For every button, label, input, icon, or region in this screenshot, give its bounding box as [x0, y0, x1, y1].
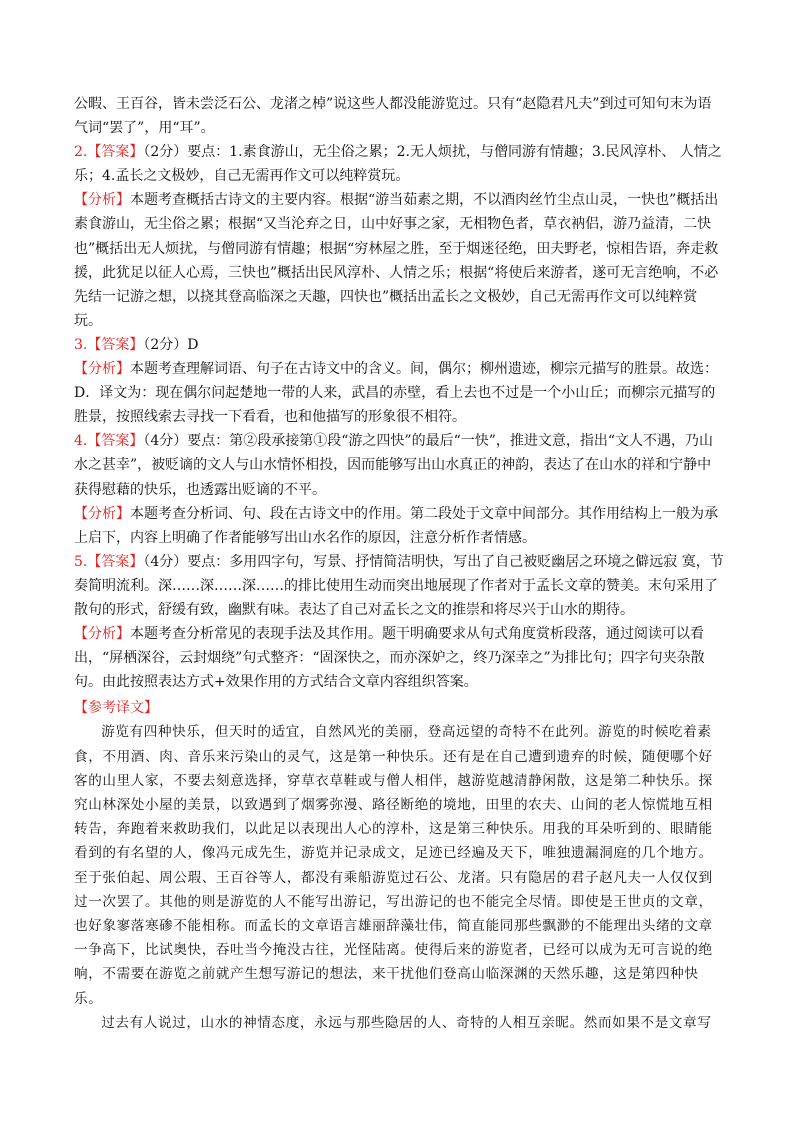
question-number: 2. — [74, 144, 88, 161]
question-number: 4. — [74, 433, 88, 450]
analysis-tag: 【分析】 — [74, 361, 130, 378]
answer-tag: 【答案】 — [87, 553, 144, 570]
paragraph-1 — [74, 92, 724, 140]
analysis-tag: 【分析】 — [74, 192, 130, 209]
analysis-text: 本题考查概括古诗文的主要内容。根据“游当茹素之期，不以酒肉丝竹尘点山灵，一快也”概括出素食游山，无尘俗之累；根据“又当沦弃之日，山中好事之家，无相物色者，草衣衲侣，游乃益清，二快也”概括出无人烦扰，与僧同游有情趣；根据“穷林屋之胜，至于烟迷径绝，田夫野老，惊相告语，奔走救援，此犹足以征人心焉，三快也”概括出民风淳朴、人情之乐；根据“将使后来游者，遂可无言绝响，不必先结一记游之想，以挠其登高临深之天趣，四快也”概括出孟长之文极妙，自己无需再作文可以纯粹赏玩。 — [74, 192, 719, 329]
analysis-text: 本题考查理解词语、句子在古诗文中的含义。间，偶尔；柳州遗迹，柳宗元描写的胜景。故选：D．译文为：现在偶尔问起楚地一带的人来，武昌的赤壁，看上去也不过是一个小山丘；而柳宗元描写的胜景，按照线索去寻找一下看看，也和他描写的形象很不相符。 — [74, 361, 718, 426]
answer-text: （2分）D — [143, 336, 199, 353]
answer-analysis-section — [74, 92, 724, 1035]
translation-heading — [74, 696, 724, 720]
translation-tag: 【参考译文】 — [74, 700, 158, 717]
translation-paragraph-1: 游览有四种快乐，但天时的适宜，自然风光的美丽，登高远望的奇特不在此列。游览的时候吃着素食，不用酒、肉、音乐来污染山的灵气，这是第一种快乐。还有是在自己遭到遗弃的时候，随便哪个好客的山里人家，不要去刻意选择，穿草衣草鞋或与僧人相伴，越游览越清静闲散，这是第二种快乐。探究山林深处小屋的美景，以致遇到了烟雾弥漫、路径断绝的境地，田里的农夫、山间的老人惊慌地互相转告，奔跑着来救助我们，以此足以表现出人心的淳朴，这是第三种快乐。用我的耳朵听到的、眼睛能看到的有名望的人，像冯元成先生，游览并记录成文，足迹已经遍及天下，唯独遗漏洞庭的几个地方。至于张伯起、周公瑕、王百谷等人，都没有乘船游览过石公、龙渚。只有隐居的君子赵凡夫一人仅仅到过一次罢了。其他的则是游览的人不能写出游记，写出游记的也不能完全尽情。即使是王世贞的文章，也好象寥落寒碜不能相称。而孟长的文章语言雄丽辞藻壮伟，简直能同那些飘渺的不能理出头绪的文章一争高下，比试奥快，吞吐当今掩没古往，光怪陆离。使得后来的游览者，已经可以成为无可言说的绝响，不需要在游览之前就产生想写游记的想法，来干扰他们登高山临深渊的天然乐趣，这是第四种快乐。 — [74, 724, 713, 1007]
analysis-2 — [74, 188, 724, 333]
analysis-4 — [74, 502, 724, 550]
analysis-text: 本题考查分析词、句、段在古诗文中的作用。第二段处于文章中间部分。其作用结构上一般为承上启下，内容上明确了作者能够写出山水名作的原因，注意分析作者情感。 — [74, 505, 718, 546]
question-number: 3. — [74, 336, 88, 353]
answer-5 — [74, 550, 724, 622]
answer-tag: 【答案】 — [87, 144, 144, 161]
answer-4 — [74, 429, 724, 501]
analysis-tag: 【分析】 — [74, 626, 130, 643]
answer-3 — [74, 333, 724, 357]
analysis-tag: 【分析】 — [74, 505, 130, 522]
answer-tag: 【答案】 — [87, 433, 144, 450]
question-number: 5. — [74, 553, 88, 570]
answer-tag: 【答案】 — [87, 336, 144, 353]
answer-2 — [74, 140, 724, 188]
answer-text: （2分）要点：1.素食游山，无尘俗之累；2.无人烦扰，与僧同游有情趣；3.民风淳朴、 人情之乐；4.孟长之文极妙，自己无需再作文可以纯粹赏玩。 — [74, 144, 722, 185]
answer-text: （4分）要点：第②段承接第①段“游之四快”的最后“一快”，推进文意，指出“文人不遇，乃山水之甚幸”，被贬谪的文人与山水情怀相投，因而能够写出山水真正的神韵，表达了在山水的祥和宁静中获得慰藉的快乐，也透露出贬谪的不平。 — [74, 433, 714, 498]
paragraph-text: 公暇、王百谷，皆未尝泛石公、龙渚之棹”说这些人都没能游览过。只有“赵隐君凡夫”到过可知句末为语气词“罢了”，用“耳”。 — [74, 96, 712, 137]
translation-paragraph-2: 过去有人说过，山水的神情态度，永远与那些隐居的人、奇特的人相互亲昵。然而如果不是文章写 — [101, 1014, 712, 1031]
analysis-5 — [74, 622, 724, 694]
analysis-3 — [74, 357, 724, 429]
analysis-text: 本题考查分析常见的表现手法及其作用。题干明确要求从句式角度赏析段落，通过阅读可以看出，“屏栖深谷，云封烟绕”句式整齐：“固深快之，而亦深妒之，终乃深幸之”为排比句；四字句夹杂散句。由此按照表达方式+效果作用的方式结合文章内容组织答案。 — [74, 626, 705, 691]
answer-text: （4分）要点：多用四字句，写景、抒情简洁明快，写出了自己被贬幽居之环境之僻远寂 寞，节奏简明流利。深……深……深……的排比使用生动而突出地展现了作者对于孟长文章的赞美。末句采用了散句的形式，舒缓有致，幽默有味。表达了自己对孟长之文的推崇和将尽兴于山水的期待。 — [74, 553, 724, 618]
